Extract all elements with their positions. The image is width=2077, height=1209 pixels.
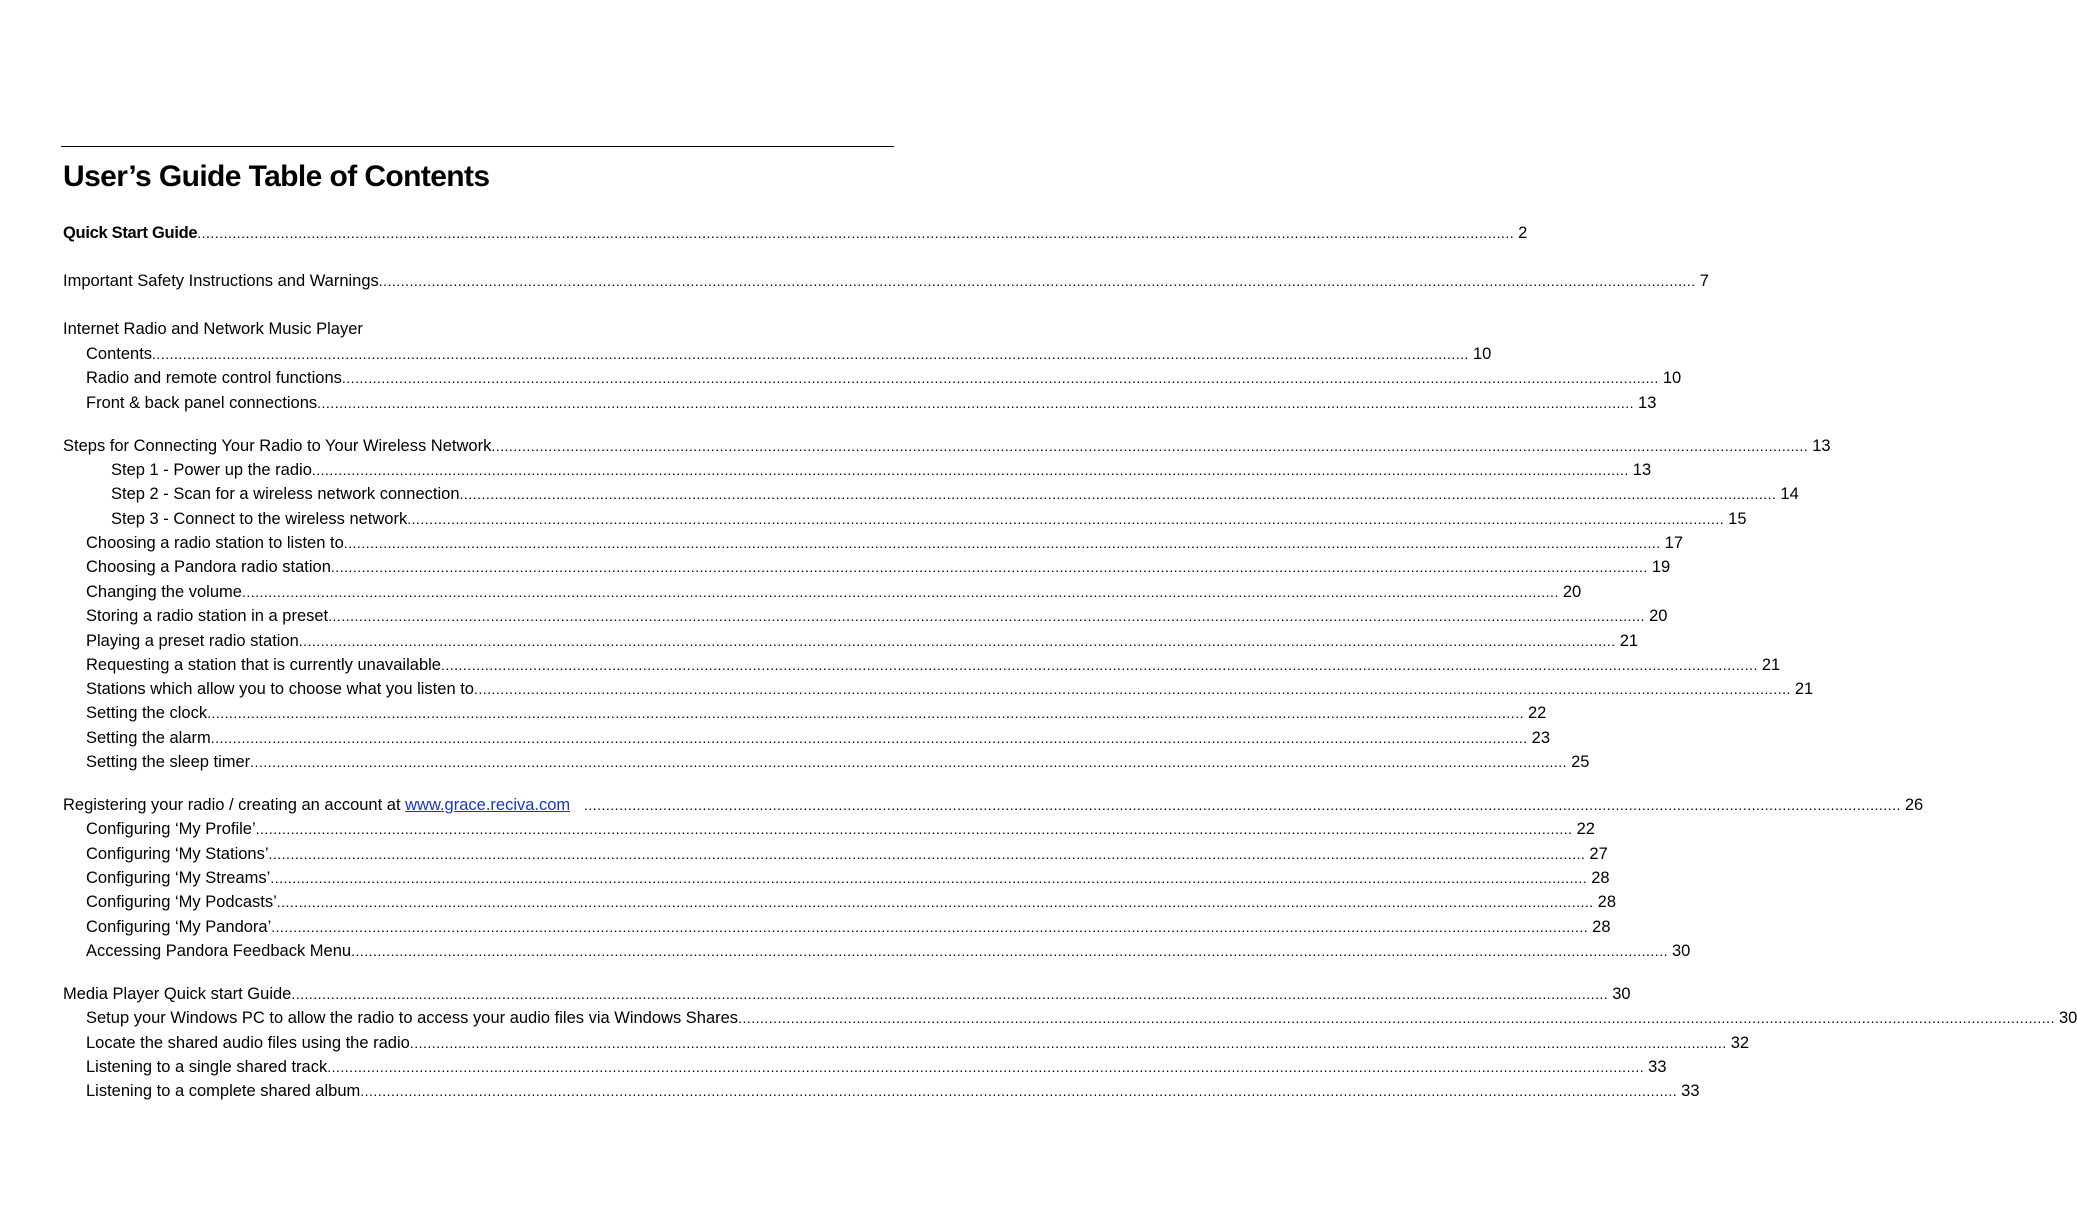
toc-entry-label: Listening to a single shared track	[86, 1058, 328, 1076]
toc-entry[interactable]	[86, 393, 1657, 413]
dot-leader: ............................................................................................................................................................................................................................................................................................................	[255, 821, 1573, 837]
toc-page-number: 20	[1562, 583, 1582, 601]
toc-entry-label: Playing a preset radio station	[86, 632, 299, 650]
toc-entry-label: Radio and remote control functions	[86, 369, 342, 387]
toc-entry-label: Step 3 - Connect to the wireless network	[111, 510, 408, 528]
dot-leader: ............................................................................................................................................................................................................................................................................................................	[341, 370, 1659, 386]
toc-entry[interactable]	[86, 1008, 2077, 1028]
toc-page-number: 7	[1699, 272, 1709, 290]
toc-entry[interactable]	[63, 223, 1528, 243]
toc-entry-label: Setting the alarm	[86, 729, 211, 747]
toc-entry[interactable]	[86, 655, 1781, 675]
toc-entry-label: Changing the volume	[86, 583, 242, 601]
toc-entry[interactable]	[86, 819, 1595, 839]
toc-page-number: 21	[1794, 680, 1814, 698]
dot-leader: ............................................................................................................................................................................................................................................................................................................	[152, 346, 1469, 362]
toc-entry[interactable]	[111, 460, 1652, 480]
toc-entry[interactable]	[63, 319, 363, 339]
dot-leader: ............................................................................................................................................................................................................................................................................................................	[197, 225, 1515, 241]
dot-leader: ............................................................................................................................................................................................................................................................................................................	[330, 559, 1648, 575]
toc-entry-label: Important Safety Instructions and Warnings	[63, 272, 379, 290]
toc-page-number: 30	[1671, 942, 1691, 960]
toc-entry[interactable]	[86, 941, 1691, 961]
toc-entry-label: Configuring ‘My Streams’	[86, 869, 271, 887]
dot-leader: ............................................................................................................................................................................................................................................................................................................	[343, 535, 1661, 551]
toc-entry[interactable]	[63, 795, 1924, 815]
dot-leader: ............................................................................................................................................................................................................................................................................................................	[583, 797, 1901, 813]
toc-entry-label: Accessing Pandora Feedback Menu	[86, 942, 352, 960]
dot-leader: ............................................................................................................................................................................................................................................................................................................	[250, 754, 1568, 770]
toc-entry-label: Setup your Windows PC to allow the radio to access your audio files via Windows Shares	[86, 1009, 739, 1027]
toc-entry[interactable]	[63, 271, 1709, 291]
toc-entry[interactable]	[86, 844, 1608, 864]
dot-leader: ............................................................................................................................................................................................................................................................................................................	[291, 986, 1609, 1002]
toc-entry-label: Listening to a complete shared album	[86, 1082, 361, 1100]
toc-entry[interactable]	[63, 436, 1831, 456]
dot-leader: ............................................................................................................................................................................................................................................................................................................	[268, 846, 1586, 862]
dot-leader: ............................................................................................................................................................................................................................................................................................................	[271, 919, 1589, 935]
toc-page-number: 15	[1728, 510, 1747, 528]
toc-entry-label: Configuring ‘My Pandora’	[86, 918, 272, 936]
dot-leader: ............................................................................................................................................................................................................................................................................................................	[317, 395, 1635, 411]
toc-page-number: 26	[1904, 796, 1924, 814]
dot-leader: ............................................................................................................................................................................................................................................................................................................	[327, 1059, 1645, 1075]
toc-page-number: 19	[1651, 558, 1671, 576]
toc-page-number: 25	[1571, 753, 1590, 771]
toc-page-number: 13	[1632, 461, 1652, 479]
toc-page-number: 23	[1531, 729, 1550, 747]
toc-entry[interactable]	[86, 582, 1582, 602]
toc-page-number: 14	[1780, 485, 1799, 503]
toc-page-number: 33	[1648, 1058, 1667, 1076]
dot-leader: ............................................................................................................................................................................................................................................................................................................	[311, 462, 1629, 478]
dot-leader: ............................................................................................................................................................................................................................................................................................................	[360, 1083, 1678, 1099]
toc-entry[interactable]	[86, 752, 1590, 772]
dot-leader: ............................................................................................................................................................................................................................................................................................................	[270, 870, 1588, 886]
toc-page-number: 17	[1664, 534, 1684, 552]
toc-entry-label: Contents	[86, 345, 153, 363]
toc-entry-label: Setting the clock	[86, 704, 208, 722]
dot-leader: ............................................................................................................................................................................................................................................................................................................	[378, 273, 1696, 289]
toc-page-number: 28	[1597, 893, 1617, 911]
dot-leader: ............................................................................................................................................................................................................................................................................................................	[207, 705, 1524, 721]
toc-entry[interactable]	[86, 1081, 1700, 1101]
toc-page-number: 21	[1761, 656, 1781, 674]
toc-entry[interactable]	[86, 533, 1684, 553]
toc-entry-label: Configuring ‘My Podcasts’	[86, 893, 277, 911]
dot-leader: ............................................................................................................................................................................................................................................................................................................	[473, 681, 1791, 697]
page-title: User’s Guide Table of Contents	[63, 160, 490, 193]
toc-page-number: 10	[1662, 369, 1682, 387]
toc-entry[interactable]	[86, 1033, 1750, 1053]
toc-entry[interactable]	[63, 984, 1631, 1004]
toc-entry-label: Front & back panel connections	[86, 394, 318, 412]
toc-entry-label: Stations which allow you to choose what you listen to	[86, 680, 474, 698]
toc-page-number: 22	[1527, 704, 1547, 722]
toc-entry-label: Quick Start Guide	[63, 224, 198, 242]
toc-page-number: 13	[1638, 394, 1657, 412]
toc-entry-label: Steps for Connecting Your Radio to Your Wireless Network	[63, 437, 492, 455]
toc-entry-label: Configuring ‘My Profile’	[86, 820, 256, 838]
dot-leader: ............................................................................................................................................................................................................................................................................................................	[738, 1010, 2055, 1026]
toc-entry[interactable]	[86, 868, 1610, 888]
toc-entry[interactable]	[86, 631, 1639, 651]
dot-leader: ............................................................................................................................................................................................................................................................................................................	[440, 657, 1758, 673]
toc-page-number: 28	[1592, 918, 1611, 936]
dot-leader: ............................................................................................................................................................................................................................................................................................................	[409, 1035, 1727, 1051]
toc-entry[interactable]	[86, 892, 1617, 912]
toc-page-number: 20	[1649, 607, 1668, 625]
toc-entry-label: Setting the sleep timer	[86, 753, 251, 771]
dot-leader: ............................................................................................................................................................................................................................................................................................................	[276, 894, 1594, 910]
dot-leader: ............................................................................................................................................................................................................................................................................................................	[407, 511, 1725, 527]
toc-entry-label: Requesting a station that is currently unavailable	[86, 656, 441, 674]
toc-entry[interactable]	[86, 703, 1547, 723]
dot-leader: ............................................................................................................................................................................................................................................................................................................	[298, 633, 1616, 649]
toc-entry[interactable]	[111, 509, 1747, 529]
toc-entry-label: Registering your radio / creating an account at	[63, 796, 401, 814]
toc-entry-label: Step 1 - Power up the radio	[111, 461, 312, 479]
dot-leader: ............................................................................................................................................................................................................................................................................................................	[328, 608, 1646, 624]
toc-entry[interactable]	[86, 1057, 1667, 1077]
toc-page-number: 27	[1589, 845, 1608, 863]
toc-entry[interactable]	[86, 368, 1682, 388]
toc-page-number: 10	[1472, 345, 1492, 363]
dot-leader: ............................................................................................................................................................................................................................................................................................................	[210, 730, 1528, 746]
toc-entry-label: Locate the shared audio files using the radio	[86, 1034, 410, 1052]
toc-entry[interactable]	[111, 484, 1799, 504]
toc-entry[interactable]	[86, 917, 1611, 937]
spacer	[570, 795, 584, 815]
dot-leader: ............................................................................................................................................................................................................................................................................................................	[459, 486, 1777, 502]
toc-page-number: 13	[1812, 437, 1831, 455]
website-link[interactable]: www.grace.reciva.com	[405, 796, 571, 814]
toc-entry-label: Internet Radio and Network Music Player	[63, 320, 363, 338]
toc-page-number: 22	[1576, 820, 1595, 838]
toc-entry-label: Media Player Quick start Guide	[63, 985, 292, 1003]
toc-page-number: 30	[2058, 1009, 2077, 1027]
toc-entry[interactable]	[86, 606, 1668, 626]
toc-entry[interactable]	[86, 557, 1671, 577]
toc-page-number: 2	[1518, 224, 1528, 242]
toc-entry-label: Configuring ‘My Stations’	[86, 845, 269, 863]
dot-leader: ............................................................................................................................................................................................................................................................................................................	[351, 943, 1668, 959]
toc-entry[interactable]	[86, 344, 1492, 364]
toc-entry[interactable]	[86, 679, 1814, 699]
toc-entry[interactable]	[86, 728, 1550, 748]
toc-page-number: 30	[1612, 985, 1631, 1003]
toc-entry-label: Choosing a Pandora radio station	[86, 558, 331, 576]
toc-page-number: 21	[1619, 632, 1639, 650]
toc-page-number: 32	[1730, 1034, 1750, 1052]
toc-entry-label: Step 2 - Scan for a wireless network connection	[111, 485, 460, 503]
toc-entry-label: Choosing a radio station to listen to	[86, 534, 344, 552]
toc-entry-label: Storing a radio station in a preset	[86, 607, 329, 625]
toc-page-number: 33	[1681, 1082, 1700, 1100]
dot-leader: ............................................................................................................................................................................................................................................................................................................	[241, 584, 1559, 600]
toc-page-number: 28	[1591, 869, 1610, 887]
dot-leader: ............................................................................................................................................................................................................................................................................................................	[491, 438, 1809, 454]
